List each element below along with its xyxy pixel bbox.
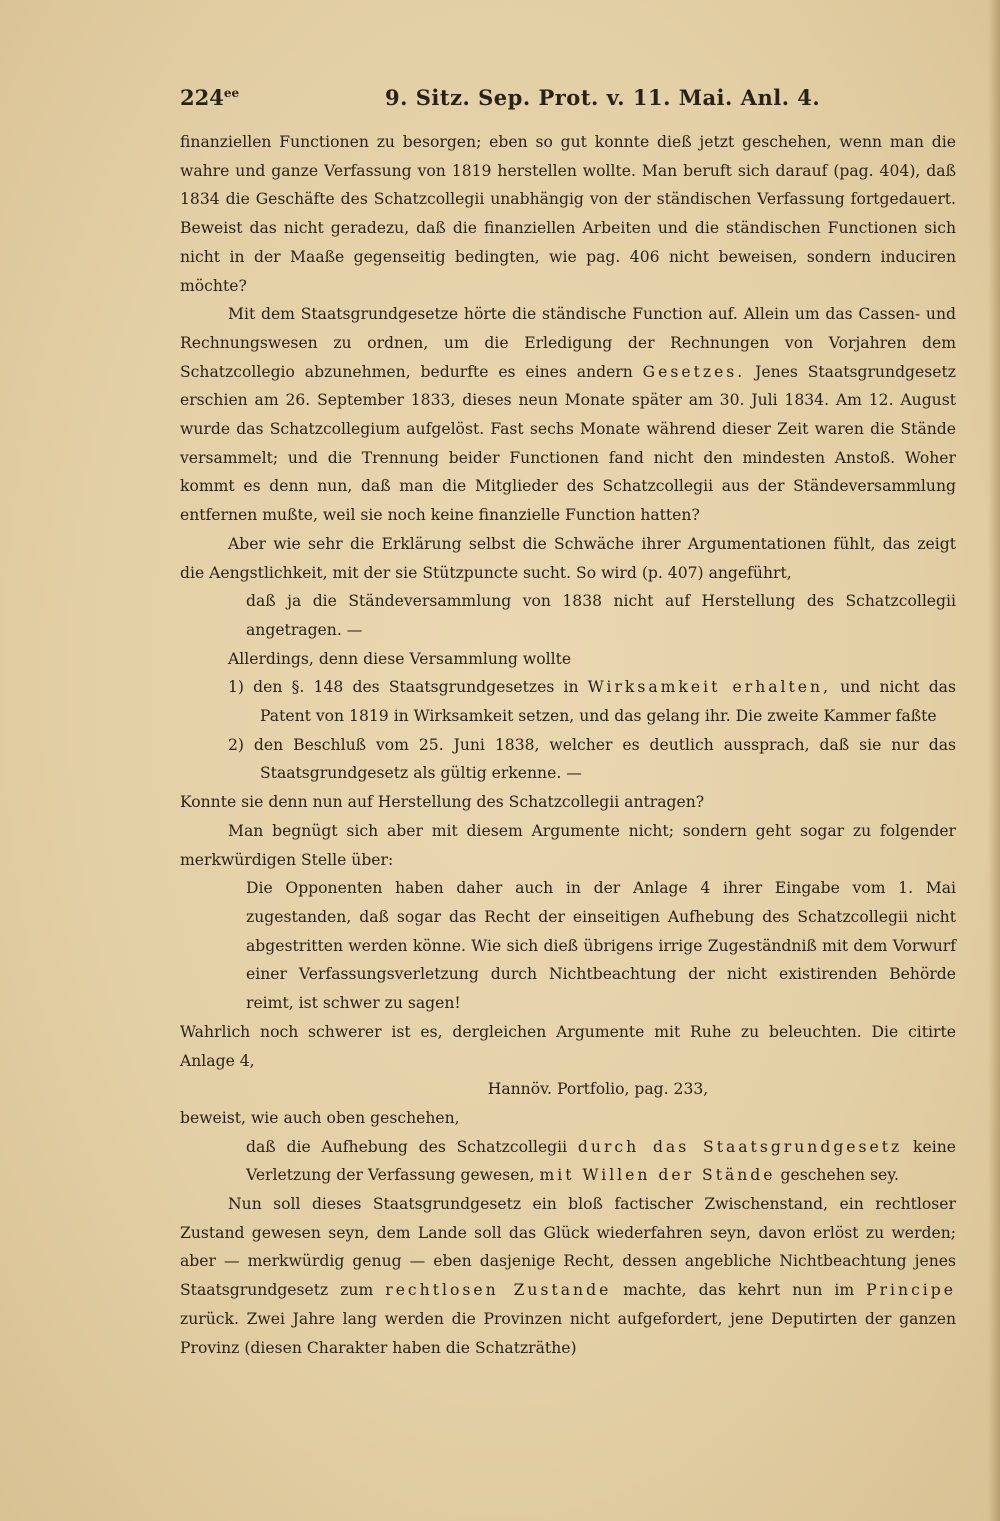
paragraph-6: Wahrlich noch schwerer ist es, dergleichen Argumente mit Ruhe zu beleuchten. Die citirte Anlage 4, [180, 1022, 956, 1070]
paragraph-2-text-a: Mit dem Staatsgrundgesetze hörte die ständische Function auf. Allein um das Cassen- und Rechnungswesen zu ordnen, um die Erledigung der Rechnungen von Vorjahren dem Schatzcollegio abzunehmen, bedurfte es eines andern [180, 305, 956, 381]
quote-3-text-b: keine Verletzung der Verfassung gewesen, [246, 1137, 956, 1185]
paragraph-8-emphasis-1: rechtlosen Zustande [385, 1281, 612, 1300]
list-item-1 [180, 673, 956, 730]
paragraph-8-text-c: zurück. Zwei Jahre lang werden die Provinzen nicht aufgefordert, jene Deputirten der ganzen Provinz (diesen Charakter haben die Schatzräthe) [180, 1309, 956, 1357]
quote-3 [180, 1133, 956, 1190]
paragraph-2-emphasis: Gesetzes. [642, 362, 746, 381]
list-intro: Allerdings, denn diese Versammlung wollte [228, 649, 572, 668]
paragraph-2-text-b: Jenes Staatsgrundgesetz erschien am 26. September 1833, dieses neun Monate später am 30. Juli 1834. Am 12. August wurde das Schatzcollegium aufgelöst. Fast sechs Monate während dieser Zeit waren die Stände versammelt; und die Trennung beider Functionen fand nicht den mindesten Anstoß. Woher kommt es denn nun, daß man die Mitglieder des Schatzcollegii aus der Ständeversammlung entfernen mußte, weil sie noch keine finanzielle Function hatten? [180, 362, 956, 525]
paragraph-3: Aber wie sehr die Erklärung selbst die Schwäche ihrer Argumentationen fühlt, das zeigt die Aengstlichkeit, mit der sie Stützpuncte sucht. So wird (p. 407) angeführt, [180, 534, 956, 582]
paragraph-5: Man begnügt sich aber mit diesem Argumente nicht; sondern geht sogar zu folgender merkwürdigen Stelle über: [180, 821, 956, 869]
paragraph-8 [180, 1190, 956, 1362]
paragraph-8-text-a: Nun soll dieses Staatsgrundgesetz ein bloß factischer Zwischenstand, ein rechtloser Zustand gewesen seyn, dem Lande soll das Glück wiederfahren seyn, davon erlöst zu werden; aber — merkwürdig genug — eben dasjenige Recht, dessen angebliche Nichtbeachtung jenes Staatsgrundgesetz zum [180, 1195, 956, 1300]
quote-3-text-a: daß die Aufhebung des Schatzcollegii [246, 1137, 568, 1156]
list-item-1-text-b: und nicht das Patent von 1819 in Wirksamkeit setzen, und das gelang ihr. Die zweite Kammer faßte [260, 678, 956, 726]
page-number-suffix: ee [223, 86, 240, 100]
running-title: 9. Sitz. Sep. Prot. v. 11. Mai. Anl. 4. [385, 85, 821, 110]
list-item-1-emphasis: Wirksamkeit erhalten, [587, 678, 832, 697]
quote-3-emphasis-1: durch das Staatsgrundgesetz [577, 1137, 903, 1156]
paragraph-8-emphasis-2: Principe [866, 1281, 957, 1300]
page-number [180, 85, 239, 110]
citation: Hannöv. Portfolio, pag. 233, [487, 1080, 709, 1099]
paragraph-2 [180, 300, 956, 530]
quote-1: daß ja die Ständeversammlung von 1838 nicht auf Herstellung des Schatzcollegii angetragen. — [246, 592, 956, 639]
quote-2: Die Opponenten haben daher auch in der Anlage 4 ihrer Eingabe vom 1. Mai zugestanden, daß sogar das Recht der einseitigen Aufhebung des Schatzcollegii nicht abgestritten werden könne. Wie sich dieß übrigens irrige Zugeständniß mit dem Vorwurf einer Verfassungsverletzung durch Nichtbeachtung der nicht existirenden Behörde reimt, ist schwer zu sagen! [246, 879, 956, 1013]
paragraph-7: beweist, wie auch oben geschehen, [180, 1108, 460, 1127]
body-text [180, 128, 956, 1362]
page-header [180, 85, 960, 119]
page-number-value: 224 [180, 85, 224, 110]
paragraph-4: Konnte sie denn nun auf Herstellung des Schatzcollegii antragen? [180, 793, 705, 812]
quote-3-emphasis-2: mit Willen der Stände [539, 1166, 776, 1185]
paragraph-1: finanziellen Functionen zu besorgen; eben so gut konnte dieß jetzt geschehen, wenn man die wahre und ganze Verfassung von 1819 herstellen wollte. Man beruft sich darauf (pag. 404), daß 1834 die Geschäfte des Schatzcollegii unabhängig von der ständischen Verfassung fortgedauert. Beweist das nicht geradezu, daß die finanziellen Arbeiten und die ständischen Functionen sich nicht in der Maaße gegenseitig bedingten, wie pag. 406 nicht beweisen, sondern induciren möchte? [180, 133, 956, 295]
list-item-1-text-a: 1) den §. 148 des Staatsgrundgesetzes in [228, 678, 579, 697]
quote-3-text-c: geschehen sey. [780, 1166, 899, 1185]
list-item-2: 2) den Beschluß vom 25. Juni 1838, welcher es deutlich aussprach, daß sie nur das Staatsgrundgesetz als gültig erkenne. — [228, 735, 956, 783]
paragraph-8-text-b: machte, das kehrt nun im [623, 1281, 855, 1300]
page-edge-shadow [988, 0, 1000, 1521]
